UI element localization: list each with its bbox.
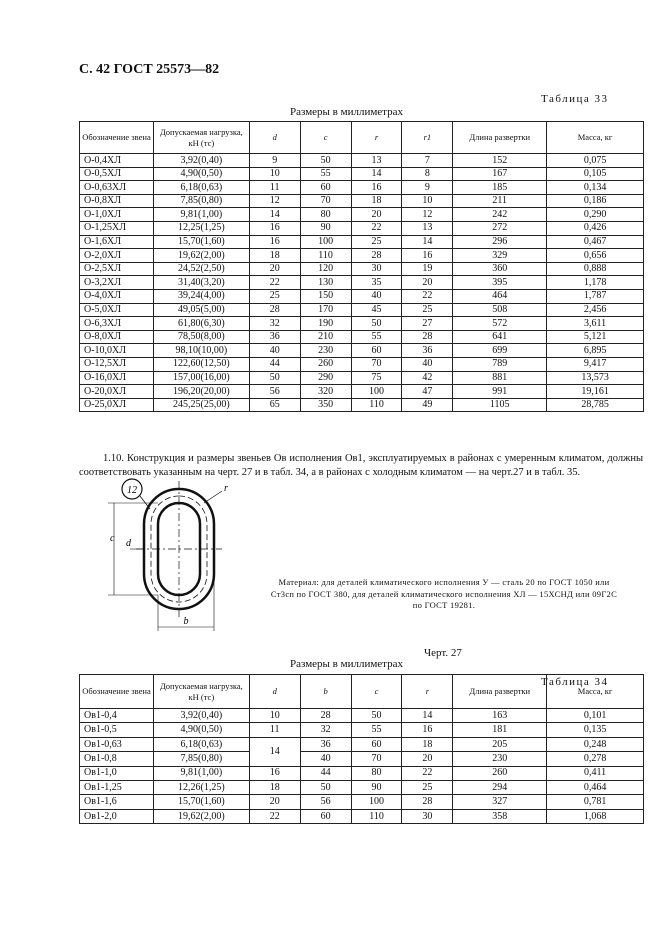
table-cell: 47: [402, 385, 453, 399]
table-cell: О-25,0ХЛ: [80, 398, 154, 412]
table-cell: 245,25(25,00): [153, 398, 249, 412]
table-cell: 44: [249, 357, 300, 371]
col-header: Допускаемая нагрузка, кН (тс): [153, 675, 249, 709]
table-cell: 44: [300, 766, 351, 780]
table-row: [80, 737, 644, 751]
table-cell: О-0,63ХЛ: [80, 181, 154, 195]
table-cell: 80: [351, 766, 402, 780]
table-cell: 78,50(8,00): [153, 330, 249, 344]
table-cell: 211: [453, 194, 547, 208]
col-header: b: [300, 675, 351, 709]
col-header: Обозначение звена: [80, 122, 154, 154]
table-cell: О-1,25ХЛ: [80, 221, 154, 235]
table-cell: 0,781: [547, 795, 644, 809]
table-cell: Ов1-0,4: [80, 709, 154, 723]
col-header: Масса, кг: [547, 122, 644, 154]
table-cell: 0,105: [547, 167, 644, 181]
table33-units: Размеры в миллиметрах: [290, 106, 403, 118]
table-cell: 28,785: [547, 398, 644, 412]
table-cell: 75: [351, 371, 402, 385]
table-cell: Ов1-0,63: [80, 737, 154, 751]
table-cell: 9,417: [547, 357, 644, 371]
table-cell: 6,18(0,63): [153, 181, 249, 195]
table-cell: 28: [249, 303, 300, 317]
label-r: r: [224, 483, 228, 494]
table-cell: 13: [402, 221, 453, 235]
col-header: d: [249, 675, 300, 709]
table-cell: 196,20(20,00): [153, 385, 249, 399]
table-cell: 150: [300, 289, 351, 303]
table-cell: 0,656: [547, 249, 644, 263]
table-cell: 327: [453, 795, 547, 809]
table-cell: 6,895: [547, 344, 644, 358]
table-cell: 49: [402, 398, 453, 412]
table-cell: 358: [453, 809, 547, 823]
table-cell: 1,068: [547, 809, 644, 823]
material-note: Материал: для деталей климатического исполнения У — сталь 20 по ГОСТ 1050 или Ст3сп по ГОСТ 380, для деталей климатического исполнения ХЛ — 15ХСНД или 09Г2С по ГОСТ 19281.: [270, 577, 618, 610]
table-cell: 7: [402, 154, 453, 168]
table-cell: 0,464: [547, 780, 644, 794]
table-cell: 49,05(5,00): [153, 303, 249, 317]
table-cell: 65: [249, 398, 300, 412]
table33-label: Таблица 33: [541, 93, 609, 105]
table-cell: 0,290: [547, 208, 644, 222]
table-cell: 22: [351, 221, 402, 235]
table-cell: 22: [249, 276, 300, 290]
table-cell: 242: [453, 208, 547, 222]
label-b: b: [183, 616, 189, 627]
table-cell: 100: [351, 385, 402, 399]
table-cell: 98,10(10,00): [153, 344, 249, 358]
table-cell: 60: [351, 344, 402, 358]
table-cell: 2,456: [547, 303, 644, 317]
table-cell: 16: [249, 766, 300, 780]
table-row: [80, 167, 644, 181]
table-cell: 320: [300, 385, 351, 399]
table-cell: 210: [300, 330, 351, 344]
table-cell: 991: [453, 385, 547, 399]
table-cell: 7,85(0,80): [153, 752, 249, 766]
table-row: [80, 208, 644, 222]
table-cell: 0,135: [547, 723, 644, 737]
table-cell: 3,92(0,40): [153, 709, 249, 723]
table-cell: 130: [300, 276, 351, 290]
table-cell: Ов1-0,5: [80, 723, 154, 737]
col-header: Обозначение звена: [80, 675, 154, 709]
table-cell: 881: [453, 371, 547, 385]
table-cell: 12: [249, 194, 300, 208]
table-cell: 100: [300, 235, 351, 249]
table-cell: 25: [402, 303, 453, 317]
table-cell: 50: [300, 154, 351, 168]
table-cell: 90: [351, 780, 402, 794]
col-header: Длина развертки: [453, 122, 547, 154]
table-cell: 152: [453, 154, 547, 168]
table-row: [80, 809, 644, 823]
table-cell: 28: [351, 249, 402, 263]
table-cell: 395: [453, 276, 547, 290]
table-cell: 18: [402, 737, 453, 751]
table-cell: 230: [453, 752, 547, 766]
table-cell: 18: [249, 249, 300, 263]
table-cell: 22: [402, 766, 453, 780]
table-cell: 25: [351, 235, 402, 249]
table-cell: 110: [351, 398, 402, 412]
table-cell: 9: [249, 154, 300, 168]
table-cell: 230: [300, 344, 351, 358]
table-cell: 18: [249, 780, 300, 794]
table-cell: Ов1-2,0: [80, 809, 154, 823]
table-cell: 4,90(0,50): [153, 167, 249, 181]
table-cell: 0,075: [547, 154, 644, 168]
table-cell: О-8,0ХЛ: [80, 330, 154, 344]
table-cell: 10: [402, 194, 453, 208]
table-cell: О-2,5ХЛ: [80, 262, 154, 276]
table-cell: 4,90(0,50): [153, 723, 249, 737]
table-row: [80, 249, 644, 263]
table-cell: 20: [402, 752, 453, 766]
table-cell: 0,248: [547, 737, 644, 751]
table-cell: 27: [402, 317, 453, 331]
table-cell: 290: [300, 371, 351, 385]
table-cell: 50: [300, 780, 351, 794]
table-row: [80, 780, 644, 794]
col-header-r1: r1: [423, 132, 432, 142]
table-cell: 25: [249, 289, 300, 303]
table-cell: О-10,0ХЛ: [80, 344, 154, 358]
table-cell: 464: [453, 289, 547, 303]
roughness-value: 12: [127, 485, 137, 496]
table-cell: 110: [351, 809, 402, 823]
table-cell: 40: [249, 344, 300, 358]
table-row: [80, 235, 644, 249]
figure-caption: Черт. 27: [424, 647, 462, 659]
table-cell: 15,70(1,60): [153, 795, 249, 809]
table-cell: 11: [249, 723, 300, 737]
table-cell: 35: [351, 276, 402, 290]
col-header: Допускаемая нагрузка, кН (тс): [153, 122, 249, 154]
table-cell: 10: [249, 167, 300, 181]
table-cell: 20: [351, 208, 402, 222]
table-cell: 0,186: [547, 194, 644, 208]
table-row: [80, 289, 644, 303]
table-cell: 19,62(2,00): [153, 249, 249, 263]
table-cell: 260: [453, 766, 547, 780]
table-cell: 90: [300, 221, 351, 235]
table-cell: 3,611: [547, 317, 644, 331]
table-cell: 205: [453, 737, 547, 751]
table-cell: 11: [249, 181, 300, 195]
col-header: c: [351, 675, 402, 709]
table-row: [80, 357, 644, 371]
table-cell: 5,121: [547, 330, 644, 344]
table-row: [80, 154, 644, 168]
table-cell: 18: [351, 194, 402, 208]
table-cell: 55: [300, 167, 351, 181]
table-cell: О-6,3ХЛ: [80, 317, 154, 331]
table-cell: 0,888: [547, 262, 644, 276]
table-cell: 14: [402, 709, 453, 723]
table-cell: 50: [351, 709, 402, 723]
table-cell: 28: [402, 795, 453, 809]
table-row: [80, 795, 644, 809]
table-cell: 55: [351, 330, 402, 344]
table-cell: 24,52(2,50): [153, 262, 249, 276]
table-cell: 0,467: [547, 235, 644, 249]
table-cell: 28: [402, 330, 453, 344]
table-cell: 45: [351, 303, 402, 317]
table-cell: 329: [453, 249, 547, 263]
table-cell: 16: [402, 723, 453, 737]
table-cell: 0,411: [547, 766, 644, 780]
table-cell: 56: [249, 385, 300, 399]
table-row: [80, 262, 644, 276]
table-cell: 1,178: [547, 276, 644, 290]
table34-units: Размеры в миллиметрах: [290, 658, 403, 670]
table-cell: 110: [300, 249, 351, 263]
table-cell: О-5,0ХЛ: [80, 303, 154, 317]
table-row: [80, 344, 644, 358]
table-cell: 70: [351, 357, 402, 371]
table-cell: 163: [453, 709, 547, 723]
table-cell: 10: [249, 709, 300, 723]
table-cell: 14: [249, 737, 300, 766]
table-cell: 699: [453, 344, 547, 358]
table-cell: 350: [300, 398, 351, 412]
table-cell: 14: [351, 167, 402, 181]
table-cell: 122,60(12,50): [153, 357, 249, 371]
table-cell: 36: [300, 737, 351, 751]
table-cell: О-2,0ХЛ: [80, 249, 154, 263]
table-row: [80, 385, 644, 399]
table-cell: 9,81(1,00): [153, 766, 249, 780]
table-cell: 14: [249, 208, 300, 222]
table-cell: 28: [300, 709, 351, 723]
table-cell: 12: [402, 208, 453, 222]
table-cell: О-4,0ХЛ: [80, 289, 154, 303]
table-cell: 7,85(0,80): [153, 194, 249, 208]
table-cell: 70: [351, 752, 402, 766]
table-row: [80, 371, 644, 385]
table-cell: О-0,5ХЛ: [80, 167, 154, 181]
page-header: С. 42 ГОСТ 25573—82: [79, 62, 220, 77]
table-cell: 508: [453, 303, 547, 317]
table-cell: 13: [351, 154, 402, 168]
table-cell: 16: [351, 181, 402, 195]
table-cell: 0,134: [547, 181, 644, 195]
table-cell: 39,24(4,00): [153, 289, 249, 303]
table-cell: 60: [300, 809, 351, 823]
table-cell: 181: [453, 723, 547, 737]
paragraph-1-10: 1.10. Конструкция и размеры звеньев Ов исполнения Ов1, эксплуатируемых в районах с умеренным климатом, должны соответствовать указанным на черт. 27 и в табл. 34, а в районах с холодным климатом — на черт.27 и в табл. 35.: [79, 453, 643, 478]
table-cell: 100: [351, 795, 402, 809]
table-cell: 20: [249, 795, 300, 809]
table-cell: 572: [453, 317, 547, 331]
table-row: [80, 723, 644, 737]
table-row: [80, 276, 644, 290]
table-cell: 61,80(6,30): [153, 317, 249, 331]
label-d: d: [126, 538, 131, 549]
table-cell: 32: [300, 723, 351, 737]
col-header: Масса, кг: [547, 675, 644, 709]
table-cell: 120: [300, 262, 351, 276]
col-header: r: [402, 675, 453, 709]
table-cell: Ов1-0,8: [80, 752, 154, 766]
table-cell: 42: [402, 371, 453, 385]
table-cell: 8: [402, 167, 453, 181]
table-cell: 16: [249, 221, 300, 235]
table-cell: Ов1-1,6: [80, 795, 154, 809]
link-drawing: [100, 475, 270, 635]
table-cell: 6,18(0,63): [153, 737, 249, 751]
table-cell: 13,573: [547, 371, 644, 385]
table-cell: О-12,5ХЛ: [80, 357, 154, 371]
table-cell: 19: [402, 262, 453, 276]
table-cell: 190: [300, 317, 351, 331]
table-cell: 360: [453, 262, 547, 276]
table-cell: О-16,0ХЛ: [80, 371, 154, 385]
table-cell: О-3,2ХЛ: [80, 276, 154, 290]
col-header: r: [351, 122, 402, 154]
table-cell: 30: [402, 809, 453, 823]
table-cell: 55: [351, 723, 402, 737]
table-cell: 30: [351, 262, 402, 276]
table-row: [80, 221, 644, 235]
table-row: [80, 194, 644, 208]
table-cell: 22: [402, 289, 453, 303]
table-cell: 40: [300, 752, 351, 766]
table-cell: 31,40(3,20): [153, 276, 249, 290]
table-cell: 19,161: [547, 385, 644, 399]
table-cell: 20: [402, 276, 453, 290]
table-cell: 80: [300, 208, 351, 222]
table-cell: 36: [249, 330, 300, 344]
table-cell: 3,92(0,40): [153, 154, 249, 168]
table-cell: 789: [453, 357, 547, 371]
table-row: [80, 330, 644, 344]
table-cell: 25: [402, 780, 453, 794]
table-cell: 50: [249, 371, 300, 385]
table-cell: 167: [453, 167, 547, 181]
table-cell: 641: [453, 330, 547, 344]
table-cell: Ов1-1,0: [80, 766, 154, 780]
table-cell: 56: [300, 795, 351, 809]
table34-label: Таблица 34: [541, 676, 609, 688]
roughness-leader: [140, 496, 150, 509]
table-cell: 296: [453, 235, 547, 249]
table-cell: 294: [453, 780, 547, 794]
table-cell: Ов1-1,25: [80, 780, 154, 794]
table-cell: 0,426: [547, 221, 644, 235]
table-cell: 1,787: [547, 289, 644, 303]
table-cell: 9: [402, 181, 453, 195]
table-cell: 20: [249, 262, 300, 276]
table-cell: 0,278: [547, 752, 644, 766]
col-header: c: [300, 122, 351, 154]
label-c: c: [110, 533, 115, 544]
table-cell: 15,70(1,60): [153, 235, 249, 249]
r-leader: [204, 491, 222, 503]
table-cell: 19,62(2,00): [153, 809, 249, 823]
col-header: d: [249, 122, 300, 154]
table-row: [80, 752, 644, 766]
table-cell: 272: [453, 221, 547, 235]
table-cell: 260: [300, 357, 351, 371]
table-cell: 22: [249, 809, 300, 823]
table-cell: О-0,8ХЛ: [80, 194, 154, 208]
table-cell: 70: [300, 194, 351, 208]
table-cell: 40: [402, 357, 453, 371]
table-34: [79, 674, 644, 824]
table-cell: 60: [351, 737, 402, 751]
col-header: Длина развертки: [453, 675, 547, 709]
table-cell: 14: [402, 235, 453, 249]
col-header: [402, 122, 453, 154]
table-cell: 36: [402, 344, 453, 358]
table-cell: О-1,0ХЛ: [80, 208, 154, 222]
table-cell: О-0,4ХЛ: [80, 154, 154, 168]
table-cell: О-20,0ХЛ: [80, 385, 154, 399]
table-cell: 32: [249, 317, 300, 331]
table-cell: 40: [351, 289, 402, 303]
table-row: [80, 303, 644, 317]
table-cell: 16: [249, 235, 300, 249]
table-cell: 50: [351, 317, 402, 331]
table-cell: 185: [453, 181, 547, 195]
table-cell: 170: [300, 303, 351, 317]
table-cell: 0,101: [547, 709, 644, 723]
table-cell: 16: [402, 249, 453, 263]
table-33: [79, 121, 644, 412]
table-cell: 157,00(16,00): [153, 371, 249, 385]
table-cell: О-1,6ХЛ: [80, 235, 154, 249]
table-cell: 12,25(1,25): [153, 221, 249, 235]
table-row: [80, 766, 644, 780]
table-row: [80, 181, 644, 195]
table-row: [80, 709, 644, 723]
table-cell: 1105: [453, 398, 547, 412]
table-row: [80, 317, 644, 331]
table-cell: 9,81(1,00): [153, 208, 249, 222]
table-cell: 60: [300, 181, 351, 195]
table-row: [80, 398, 644, 412]
table-cell: 12,26(1,25): [153, 780, 249, 794]
